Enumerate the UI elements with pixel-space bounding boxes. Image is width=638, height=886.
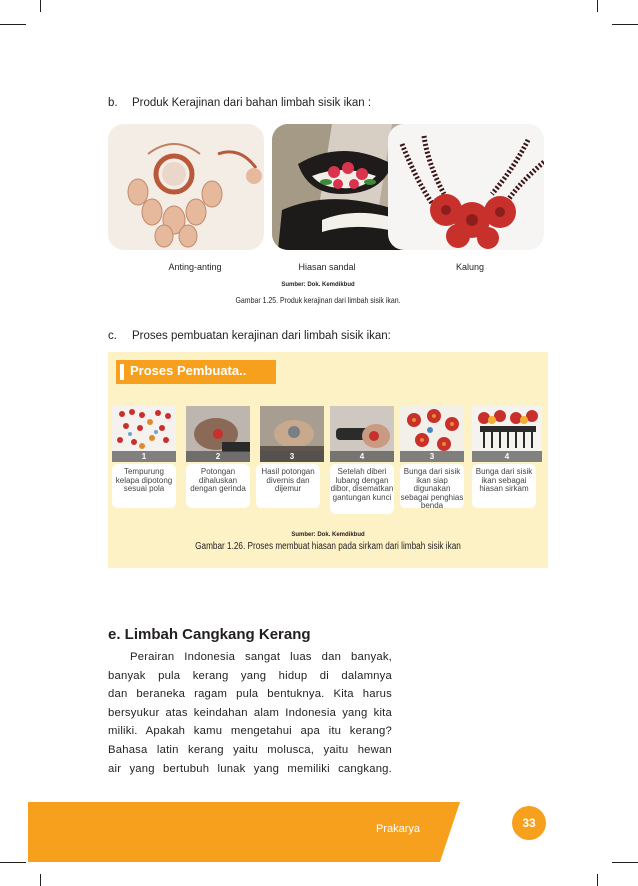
step-number: 2 bbox=[186, 451, 250, 462]
crop-mark bbox=[40, 874, 41, 886]
step-image bbox=[260, 406, 324, 462]
paragraph-line: Perairan Indonesia sangat luas dan banyak, bbox=[130, 651, 392, 663]
step-description: Potongan dihaluskan dengan gerinda bbox=[186, 464, 250, 508]
step-number: 1 bbox=[112, 451, 176, 462]
step-image bbox=[400, 406, 464, 462]
crop-mark bbox=[0, 24, 26, 25]
photo-caption: Kalung bbox=[455, 262, 485, 272]
section-letter: b. bbox=[108, 97, 118, 109]
paragraph-line: bersyukur atas keindahan alam Indonesia yang kita bbox=[108, 706, 392, 719]
step-image bbox=[112, 406, 176, 462]
section-letter: c. bbox=[108, 330, 117, 342]
crop-mark bbox=[0, 862, 26, 863]
step-description: Tempurung kelapa dipotong sesuai pola bbox=[112, 464, 176, 508]
crop-mark bbox=[597, 0, 598, 12]
earring-photo bbox=[108, 124, 264, 250]
footer-label: Prakarya bbox=[375, 823, 420, 835]
process-title: Proses Pembuata.. bbox=[130, 363, 247, 378]
step-description: Bunga dari sisik ikan siap digunakan sebagai penghias benda bbox=[400, 464, 464, 508]
paragraph bbox=[108, 648, 392, 778]
paragraph-line: miliki. Apakah kamu mengetahui apa itu kerang? bbox=[108, 725, 392, 738]
step-description: Hasil potongan divernis dan dijemur bbox=[256, 464, 320, 508]
step-number: 3 bbox=[400, 451, 464, 462]
paragraph-line: air yang bertubuh lunak yang memiliki cangkang. bbox=[108, 762, 392, 775]
section-heading: e. Limbah Cangkang Kerang bbox=[108, 626, 311, 643]
crop-mark bbox=[612, 862, 638, 863]
crop-mark bbox=[597, 874, 598, 886]
step-number: 4 bbox=[330, 451, 394, 462]
crop-mark bbox=[40, 0, 41, 12]
crop-mark bbox=[612, 24, 638, 25]
step-description: Setelah diberi lubang dengan dibor, disematkan gantungan kunci bbox=[330, 464, 394, 514]
section-text: Proses pembuatan kerajinan dari limbah sisik ikan: bbox=[132, 330, 391, 342]
photo-caption: Anting-anting bbox=[168, 262, 222, 272]
step-description: Bunga dari sisik ikan sebagai hiasan sirkam bbox=[472, 464, 536, 508]
necklace-photo bbox=[388, 124, 544, 250]
step-image bbox=[330, 406, 394, 462]
step-number: 4 bbox=[472, 451, 542, 462]
process-title-tab bbox=[116, 360, 276, 384]
footer-banner bbox=[28, 802, 460, 862]
figure-source: Sumber: Dok. Kemdikbud bbox=[281, 282, 355, 288]
figure-source: Sumber: Dok. Kemdikbud bbox=[291, 532, 365, 538]
process-panel bbox=[108, 352, 548, 568]
step-image bbox=[186, 406, 250, 462]
paragraph-line: banyak pula kerang yang hidup di dalamnya bbox=[108, 669, 392, 682]
title-accent-bar bbox=[120, 364, 124, 380]
section-text: Produk Kerajinan dari bahan limbah sisik ikan : bbox=[132, 97, 372, 109]
step-number: 3 bbox=[260, 451, 324, 462]
figure-caption: Gambar 1.25. Produk kerajinan dari limbah sisik ikan. bbox=[235, 295, 401, 305]
figure-caption: Gambar 1.26. Proses membuat hiasan pada sirkam dari limbah sisik ikan bbox=[195, 541, 461, 552]
paragraph-line: dan beraneka ragam pula bentuknya. Kita harus bbox=[108, 688, 392, 701]
page-number: 33 bbox=[512, 806, 546, 840]
photo-caption: Hiasan sandal bbox=[298, 262, 356, 272]
paragraph-line: Bahasa latin kerang yaitu molusca, yaitu hewan bbox=[108, 743, 392, 756]
step-image bbox=[472, 406, 542, 462]
